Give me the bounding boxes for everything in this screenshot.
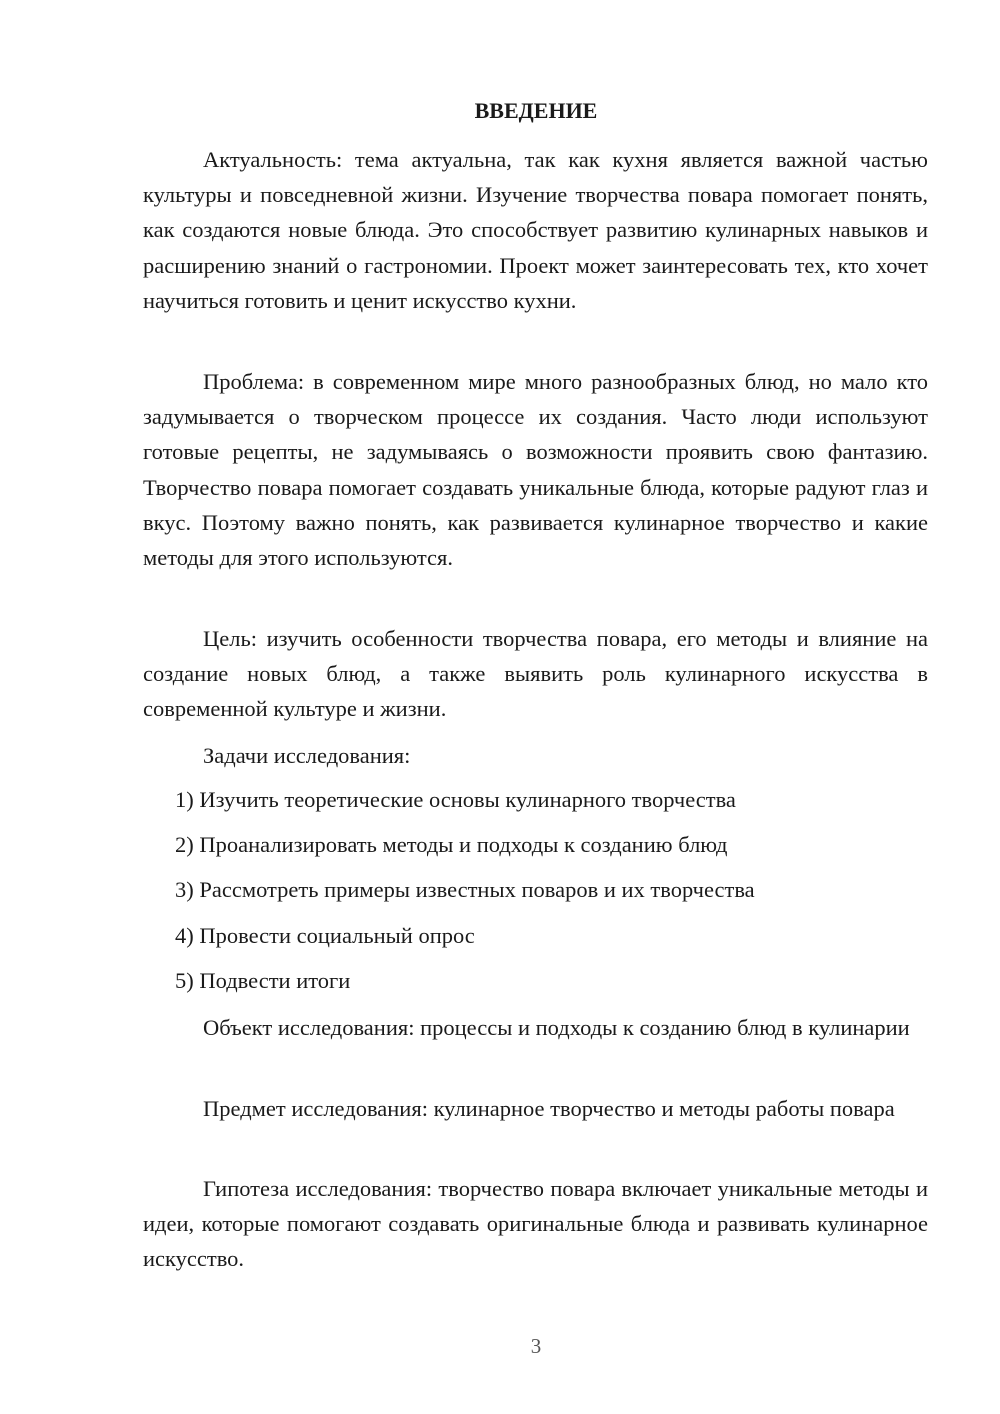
problem-paragraph: Проблема: в современном мире много разнообразных блюд, но мало кто задумывается о творческом процессе их создания. Часто люди используют готовые рецепты, не задумываясь о возможности проявить свою фантазию. Творчество повара помогает создавать уникальные блюда, которые радуют глаз и вкус. Поэтому важно понять, как развивается кулинарное творчество и какие методы для этого используются. (143, 369, 928, 571)
page-number: 3 (530, 1334, 542, 1358)
task-item: 1) Изучить теоретические основы кулинарного творчества (175, 787, 736, 812)
task-item: 5) Подвести итоги (175, 968, 351, 993)
task-item: 2) Проанализировать методы и подходы к созданию блюд (175, 832, 728, 857)
tasks-heading: Задачи исследования: (203, 743, 411, 768)
goal-paragraph: Цель: изучить особенности творчества повара, его методы и влияние на создание новых блюд, а также выявить роль кулинарного искусства в современной культуре и жизни. (143, 626, 928, 722)
object-paragraph: Объект исследования: процессы и подходы к созданию блюд в кулинарии (203, 1015, 910, 1040)
subject-paragraph: Предмет исследования: кулинарное творчество и методы работы повара (203, 1096, 895, 1121)
task-item: 4) Провести социальный опрос (175, 923, 475, 948)
relevance-paragraph: Актуальность: тема актуальна, так как кухня является важной частью культуры и повседневной жизни. Изучение творчества повара помогает понять, как создаются новые блюда. Это способствует развитию кулинарных навыков и расширению знаний о гастрономии. Проект может заинтересовать тех, кто хочет научиться готовить и ценит искусство кухни. (143, 147, 928, 313)
section-heading: ВВЕДЕНИЕ (474, 98, 598, 123)
hypothesis-paragraph: Гипотеза исследования: творчество повара включает уникальные методы и идеи, которые помогают создавать оригинальные блюда и развивать кулинарное искусство. (143, 1176, 928, 1272)
task-item: 3) Рассмотреть примеры известных поваров и их творчества (175, 877, 755, 902)
